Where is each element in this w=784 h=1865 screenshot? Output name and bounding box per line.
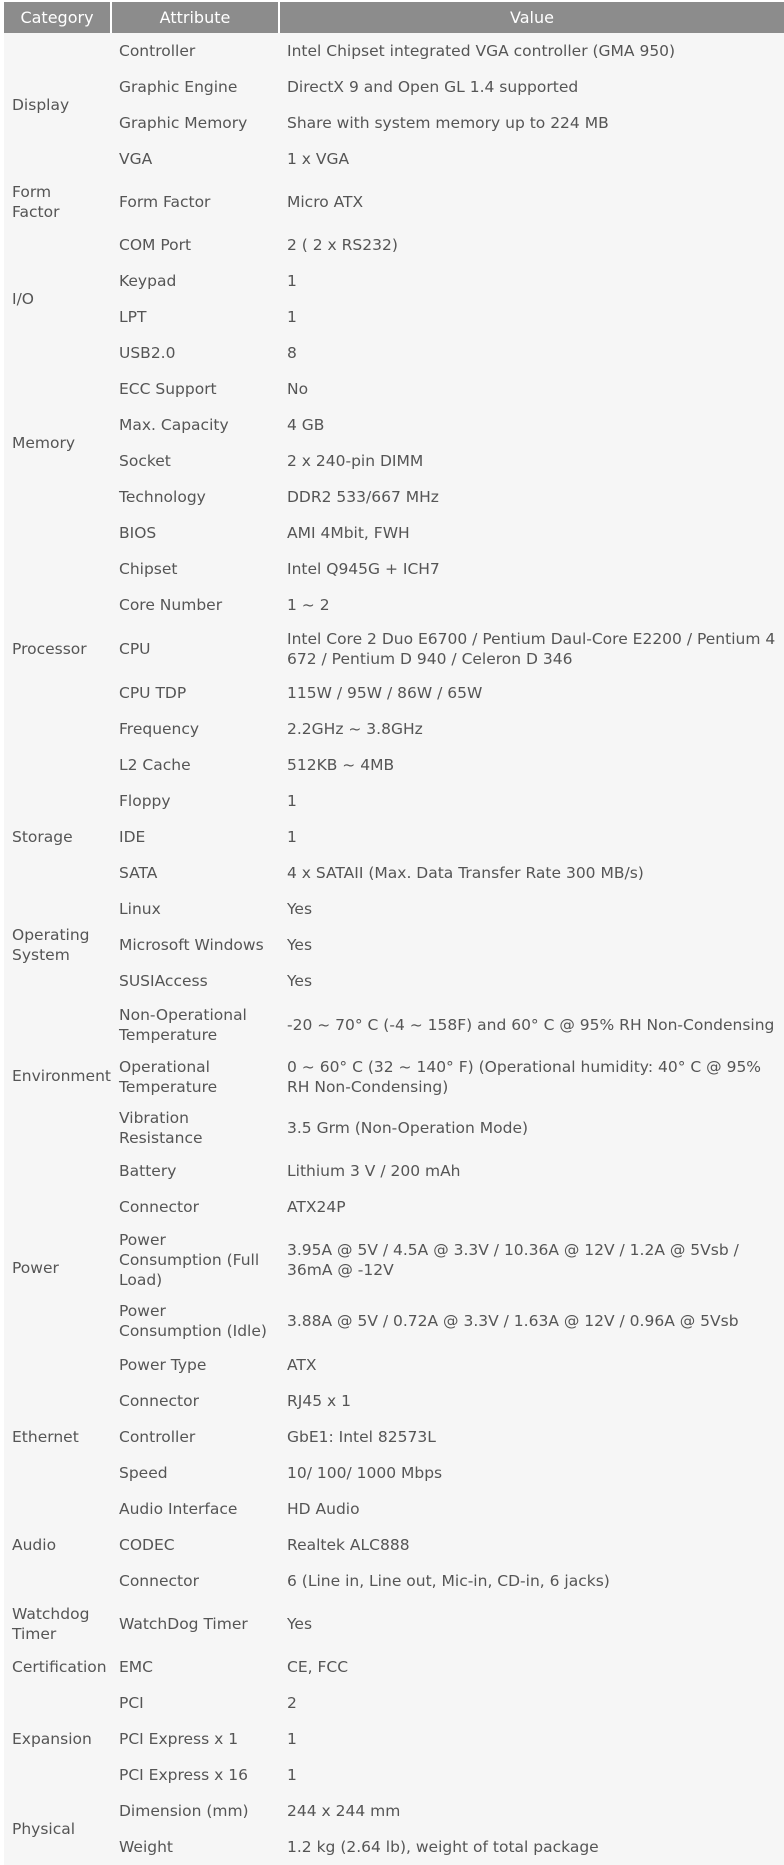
attribute-cell: Graphic Engine [119, 78, 238, 96]
value-cell: 3.95A @ 5V / 4.5A @ 3.3V / 10.36A @ 12V / 1.2A @ 5Vsb / 36mA @ -12V [287, 1241, 739, 1279]
value-cell: 3.88A @ 5V / 0.72A @ 3.3V / 1.63A @ 12V / 0.96A @ 5Vsb [287, 1312, 739, 1330]
value-cell: 2 ( 2 x RS232) [287, 236, 398, 254]
spec-table [4, 2, 784, 1865]
attribute-cell: Power Consumption (Full Load) [119, 1231, 260, 1289]
table-row [4, 515, 784, 551]
attribute-cell: Battery [119, 1162, 177, 1180]
attribute-cell: L2 Cache [119, 756, 191, 774]
value-cell: DDR2 533/667 MHz [287, 488, 439, 506]
table-row [4, 1189, 784, 1225]
attribute-cell: Connector [119, 1198, 199, 1216]
attribute-cell: Non-Operational Temperature [119, 1006, 247, 1044]
attribute-cell: Connector [119, 1572, 199, 1590]
table-row [4, 227, 784, 263]
category-cell: Storage [12, 828, 73, 846]
value-cell: Intel Chipset integrated VGA controller (GMA 950) [287, 42, 676, 60]
attribute-cell: Chipset [119, 560, 178, 578]
value-cell: Yes [287, 900, 313, 918]
value-cell: 115W / 95W / 86W / 65W [287, 684, 483, 702]
header-attribute: Attribute [111, 2, 279, 33]
value-cell: 1 ~ 2 [287, 596, 330, 614]
attribute-cell: SATA [119, 864, 158, 882]
category-cell: Form Factor [12, 183, 60, 221]
value-cell: 4 GB [287, 416, 325, 434]
value-cell: 512KB ~ 4MB [287, 756, 395, 774]
attribute-cell: PCI [119, 1694, 144, 1712]
table-row [4, 1757, 784, 1793]
value-cell: CE, FCC [287, 1658, 349, 1676]
attribute-cell: Max. Capacity [119, 416, 229, 434]
spec-group [4, 515, 784, 783]
category-cell: Display [12, 96, 70, 114]
attribute-cell: Floppy [119, 792, 171, 810]
spec-group [4, 999, 784, 1153]
value-cell: Yes [287, 1615, 313, 1633]
attribute-cell: Microsoft Windows [119, 936, 264, 954]
value-cell: 10/ 100/ 1000 Mbps [287, 1464, 443, 1482]
table-row [4, 1527, 784, 1563]
attribute-cell: COM Port [119, 236, 192, 254]
value-cell: Intel Core 2 Duo E6700 / Pentium Daul-Core E2200 / Pentium 4 672 / Pentium D 940 / Celeron D 346 [287, 630, 776, 668]
category-cell: Watchdog Timer [12, 1605, 90, 1643]
table-row [4, 1563, 784, 1599]
spec-group [4, 1649, 784, 1685]
value-cell: 1.2 kg (2.64 lb), weight of total package [287, 1838, 599, 1856]
spec-group [4, 1491, 784, 1599]
value-cell: 3.5 Grm (Non-Operation Mode) [287, 1119, 529, 1137]
attribute-cell: EMC [119, 1658, 153, 1676]
table-row [4, 1721, 784, 1757]
table-row [4, 263, 784, 299]
value-cell: 2.2GHz ~ 3.8GHz [287, 720, 423, 738]
value-cell: 0 ~ 60° C (32 ~ 140° F) (Operational humidity: 40° C @ 95% RH Non-Condensing) [287, 1058, 762, 1096]
header-value: Value [279, 2, 784, 33]
table-row [4, 1383, 784, 1419]
value-cell: 1 x VGA [287, 150, 350, 168]
table-row [4, 1295, 784, 1347]
category-cell: Certification [12, 1658, 107, 1676]
value-cell: 1 [287, 1766, 297, 1784]
table-row [4, 1051, 784, 1103]
value-cell: 1 [287, 1730, 297, 1748]
table-row [4, 1829, 784, 1865]
table-row [4, 1649, 784, 1685]
value-cell: 1 [287, 828, 297, 846]
value-cell: Intel Q945G + ICH7 [287, 560, 440, 578]
attribute-cell: VGA [119, 150, 153, 168]
value-cell: Yes [287, 936, 313, 954]
attribute-cell: Form Factor [119, 193, 211, 211]
table-row [4, 177, 784, 227]
value-cell: 2 x 240-pin DIMM [287, 452, 424, 470]
table-row [4, 1793, 784, 1829]
table-row [4, 1599, 784, 1649]
table-row [4, 105, 784, 141]
table-row [4, 747, 784, 783]
header-row [4, 2, 784, 33]
table-row [4, 783, 784, 819]
attribute-cell: Connector [119, 1392, 199, 1410]
table-row [4, 479, 784, 515]
value-cell: Realtek ALC888 [287, 1536, 410, 1554]
table-row [4, 1153, 784, 1189]
attribute-cell: Dimension (mm) [119, 1802, 249, 1820]
value-cell: 2 [287, 1694, 297, 1712]
attribute-cell: Power Consumption (Idle) [119, 1302, 267, 1340]
table-row [4, 711, 784, 747]
value-cell: Lithium 3 V / 200 mAh [287, 1162, 461, 1180]
table-row [4, 1347, 784, 1383]
table-row [4, 999, 784, 1051]
attribute-cell: Linux [119, 900, 161, 918]
value-cell: GbE1: Intel 82573L [287, 1428, 436, 1446]
value-cell: HD Audio [287, 1500, 360, 1518]
attribute-cell: Controller [119, 42, 196, 60]
attribute-cell: USB2.0 [119, 344, 176, 362]
table-row [4, 891, 784, 927]
table-row [4, 69, 784, 105]
attribute-cell: Audio Interface [119, 1500, 238, 1518]
spec-group [4, 783, 784, 891]
value-cell: 244 x 244 mm [287, 1802, 401, 1820]
value-cell: Share with system memory up to 224 MB [287, 114, 609, 132]
table-row [4, 1103, 784, 1153]
value-cell: No [287, 380, 309, 398]
value-cell: Yes [287, 972, 313, 990]
table-row [4, 141, 784, 177]
spec-group [4, 33, 784, 177]
spec-group [4, 1153, 784, 1383]
category-cell: Expansion [12, 1730, 92, 1748]
value-cell: 6 (Line in, Line out, Mic-in, CD-in, 6 jacks) [287, 1572, 610, 1590]
table-row [4, 927, 784, 963]
table-row [4, 1685, 784, 1721]
table-row [4, 963, 784, 999]
spec-group [4, 1685, 784, 1793]
spec-table-container [4, 2, 784, 1865]
attribute-cell: Weight [119, 1838, 174, 1856]
header-category: Category [4, 2, 111, 33]
table-row [4, 551, 784, 587]
spec-group [4, 227, 784, 371]
spec-group [4, 1793, 784, 1865]
value-cell: ATX24P [287, 1198, 346, 1216]
spec-group [4, 371, 784, 515]
value-cell: 1 [287, 272, 297, 290]
value-cell: -20 ~ 70° C (-4 ~ 158F) and 60° C @ 95% RH Non-Condensing [287, 1016, 775, 1034]
attribute-cell: Technology [119, 488, 206, 506]
category-cell: Environment [12, 1067, 111, 1085]
table-row [4, 1491, 784, 1527]
category-cell: Power [12, 1259, 59, 1277]
attribute-cell: Keypad [119, 272, 177, 290]
attribute-cell: PCI Express x 16 [119, 1766, 248, 1784]
category-cell: I/O [12, 290, 34, 308]
table-row [4, 819, 784, 855]
table-row [4, 443, 784, 479]
spec-group [4, 891, 784, 999]
spec-group [4, 1383, 784, 1491]
attribute-cell: BIOS [119, 524, 157, 542]
spec-group [4, 1599, 784, 1649]
attribute-cell: LPT [119, 308, 147, 326]
attribute-cell: CPU TDP [119, 684, 187, 702]
category-cell: Memory [12, 434, 76, 452]
value-cell: 1 [287, 792, 297, 810]
table-row [4, 1419, 784, 1455]
table-row [4, 371, 784, 407]
table-row [4, 1225, 784, 1295]
value-cell: ATX [287, 1356, 317, 1374]
attribute-cell: Vibration Resistance [119, 1109, 203, 1147]
attribute-cell: CODEC [119, 1536, 175, 1554]
table-row [4, 855, 784, 891]
attribute-cell: ECC Support [119, 380, 217, 398]
spec-table-header [4, 2, 784, 33]
category-cell: Audio [12, 1536, 57, 1554]
attribute-cell: IDE [119, 828, 146, 846]
attribute-cell: Operational Temperature [119, 1058, 218, 1096]
attribute-cell: Speed [119, 1464, 168, 1482]
category-cell: Processor [12, 640, 87, 658]
spec-group [4, 177, 784, 227]
value-cell: DirectX 9 and Open GL 1.4 supported [287, 78, 579, 96]
value-cell: 8 [287, 344, 297, 362]
attribute-cell: SUSIAccess [119, 972, 208, 990]
category-cell: Operating System [12, 926, 90, 964]
table-row [4, 33, 784, 69]
attribute-cell: Controller [119, 1428, 196, 1446]
attribute-cell: Power Type [119, 1356, 207, 1374]
table-row [4, 675, 784, 711]
attribute-cell: Socket [119, 452, 171, 470]
category-cell: Ethernet [12, 1428, 79, 1446]
category-cell: Physical [12, 1820, 76, 1838]
value-cell: 4 x SATAII (Max. Data Transfer Rate 300 MB/s) [287, 864, 644, 882]
table-row [4, 587, 784, 623]
attribute-cell: PCI Express x 1 [119, 1730, 239, 1748]
table-row [4, 407, 784, 443]
attribute-cell: Graphic Memory [119, 114, 248, 132]
value-cell: 1 [287, 308, 297, 326]
table-row [4, 299, 784, 335]
attribute-cell: CPU [119, 640, 151, 658]
table-row [4, 335, 784, 371]
attribute-cell: Frequency [119, 720, 200, 738]
table-row [4, 1455, 784, 1491]
attribute-cell: Core Number [119, 596, 223, 614]
value-cell: AMI 4Mbit, FWH [287, 524, 410, 542]
value-cell: RJ45 x 1 [287, 1392, 351, 1410]
attribute-cell: WatchDog Timer [119, 1615, 248, 1633]
table-row [4, 623, 784, 675]
value-cell: Micro ATX [287, 193, 364, 211]
